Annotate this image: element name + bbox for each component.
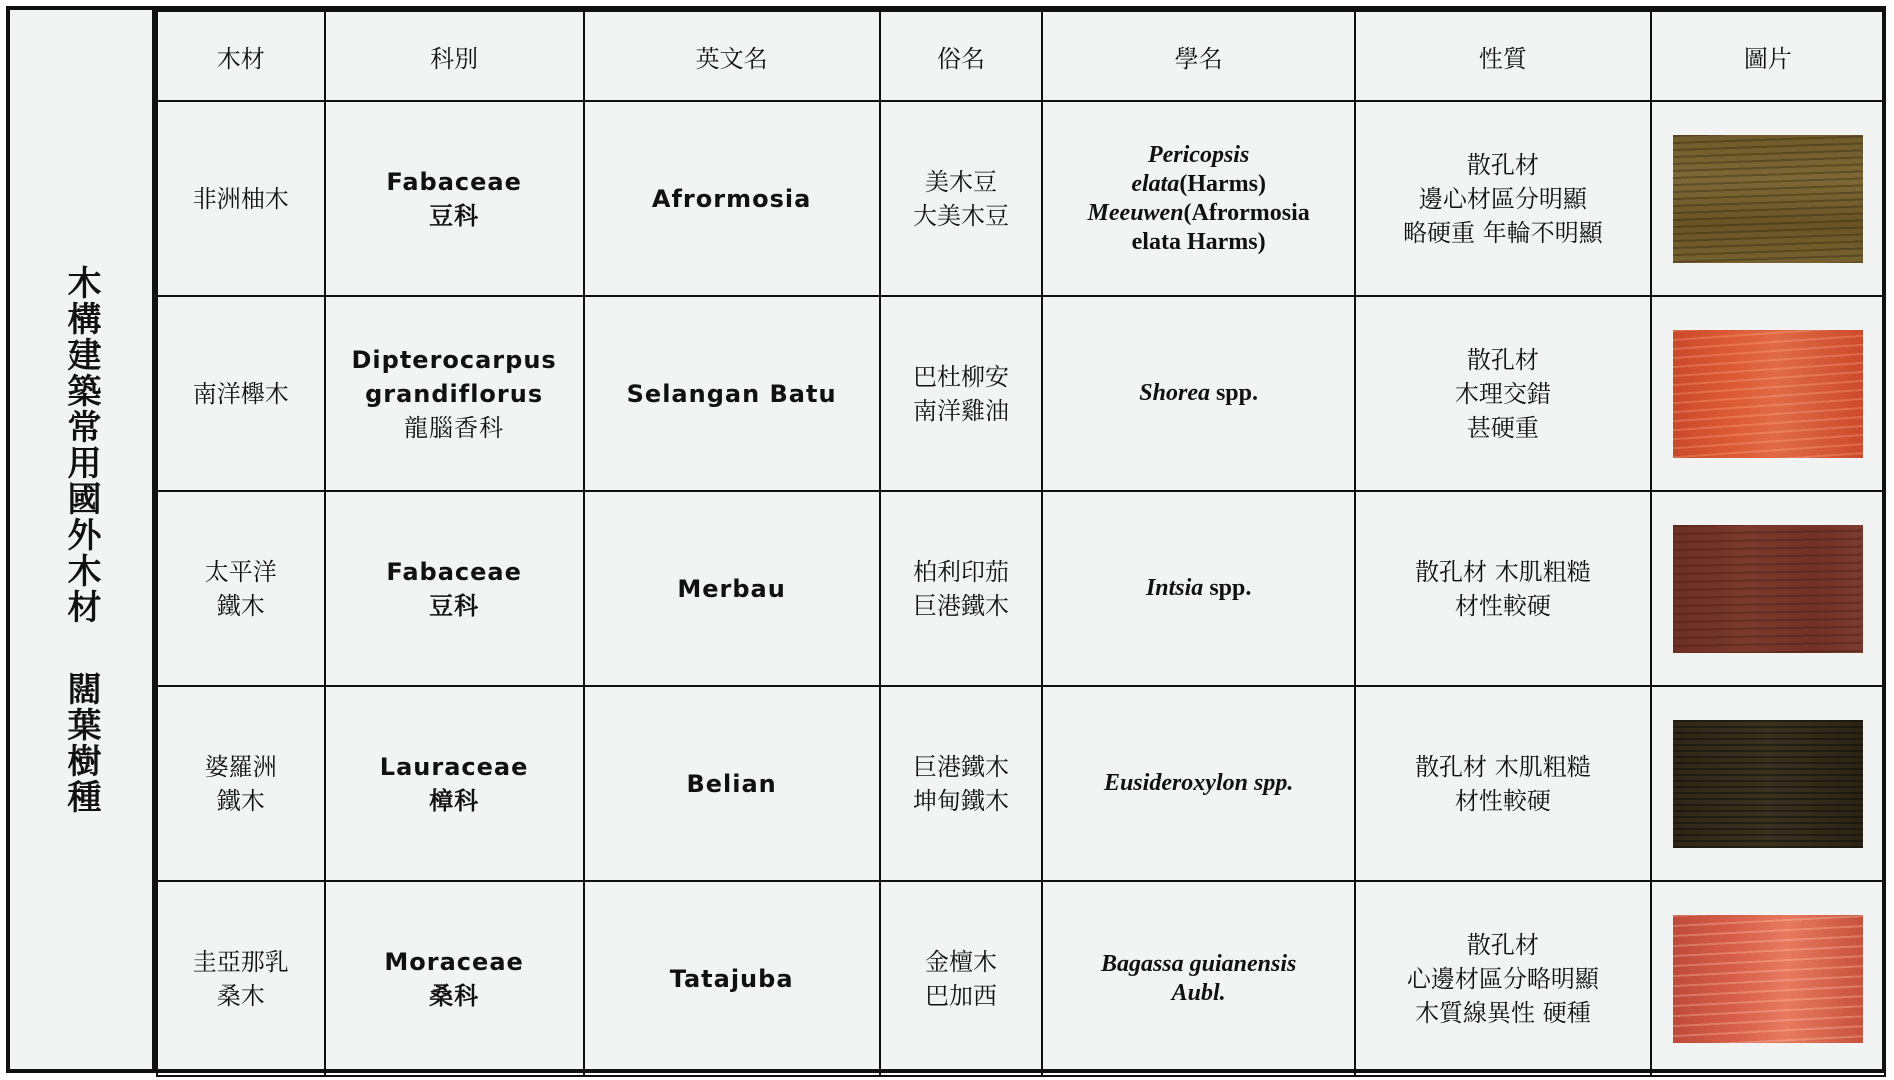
- cell-picture: [1651, 491, 1885, 686]
- sci-spp: spp.: [1203, 575, 1252, 601]
- header-row: [157, 11, 1885, 101]
- wood-name: 桑木: [216, 981, 265, 1010]
- cell-wood: [157, 491, 325, 686]
- property-line: 心邊材區分略明顯: [1406, 964, 1599, 993]
- family-chinese: 桑科: [429, 981, 480, 1010]
- table-row: [157, 101, 1885, 296]
- cell-english-name: Afrormosia: [584, 101, 880, 296]
- table-row: [157, 881, 1885, 1076]
- common-name: 巴杜柳安: [912, 362, 1009, 391]
- side-title-sub: 闊葉樹種: [61, 670, 101, 815]
- common-name: 巨港鐵木: [912, 591, 1009, 620]
- table-row: [157, 491, 1885, 686]
- sci-authority: Aubl.: [1171, 979, 1226, 1006]
- cell-picture: [1651, 881, 1885, 1076]
- cell-english-name: Selangan Batu: [584, 296, 880, 491]
- family-chinese: 龍腦香科: [404, 413, 505, 442]
- family-chinese: 樟科: [429, 786, 480, 815]
- common-name: 美木豆: [924, 167, 997, 196]
- sci-name: Bagassa guianensis: [1100, 950, 1297, 977]
- header-properties: 性質: [1355, 11, 1651, 101]
- common-name: 柏利印茄: [912, 557, 1009, 586]
- sci-genus: Intsia: [1145, 575, 1204, 601]
- cell-common-name: [880, 881, 1043, 1076]
- wood-name: 圭亞那乳: [192, 947, 289, 976]
- cell-common-name: [880, 491, 1043, 686]
- wood-name: 非洲柚木: [192, 184, 289, 213]
- table-row: [157, 296, 1885, 491]
- cell-common-name: [880, 686, 1043, 881]
- common-name: 巨港鐵木: [912, 752, 1009, 781]
- wood-species-table: [156, 10, 1886, 1077]
- cell-picture: [1651, 101, 1885, 296]
- property-line: 甚硬重: [1466, 413, 1539, 442]
- property-line: 散孔材: [1466, 345, 1539, 374]
- wood-name: 南洋櫸木: [192, 379, 289, 408]
- reddish-brown-wood-swatch: [1673, 525, 1863, 653]
- cell-properties: [1355, 101, 1651, 296]
- cell-common-name: [880, 101, 1043, 296]
- sci-authority: (Harms): [1179, 170, 1266, 197]
- property-line: 材性較硬: [1454, 591, 1551, 620]
- side-title-panel: [10, 10, 156, 1069]
- family-chinese: 豆科: [429, 201, 480, 230]
- sci-species: elata: [1131, 170, 1180, 197]
- property-line: 材性較硬: [1454, 786, 1551, 815]
- common-name: 大美木豆: [912, 201, 1009, 230]
- cell-wood: [157, 881, 325, 1076]
- family-latin: Lauraceae: [379, 752, 529, 781]
- cell-properties: [1355, 296, 1651, 491]
- dark-brown-wood-swatch: [1673, 720, 1863, 848]
- cell-family: [325, 101, 584, 296]
- sci-spp: spp.: [1209, 380, 1259, 406]
- side-title-main: 木構建築常用國外木材: [61, 264, 101, 625]
- family-latin: Moraceae: [384, 947, 524, 976]
- family-latin: Fabaceae: [386, 557, 522, 586]
- cell-properties: [1355, 491, 1651, 686]
- family-latin: Dipterocarpus: [351, 345, 557, 374]
- family-latin: grandiflorus: [365, 379, 544, 408]
- common-name: 巴加西: [924, 981, 997, 1010]
- property-line: 散孔材: [1466, 150, 1539, 179]
- cell-wood: [157, 686, 325, 881]
- cell-properties: [1355, 881, 1651, 1076]
- cell-wood: [157, 296, 325, 491]
- cell-scientific-name: [1042, 881, 1355, 1076]
- cell-scientific-name: [1042, 296, 1355, 491]
- cell-scientific-name: [1042, 101, 1355, 296]
- side-title: [61, 264, 101, 815]
- wood-name: 婆羅洲: [204, 752, 277, 781]
- cell-english-name: Merbau: [584, 491, 880, 686]
- salmon-red-wood-swatch: [1673, 915, 1863, 1043]
- cell-wood: [157, 101, 325, 296]
- cell-family: [325, 491, 584, 686]
- property-line: 散孔材 木肌粗糙: [1415, 752, 1591, 781]
- wood-name: 太平洋: [204, 557, 277, 586]
- cell-properties: [1355, 686, 1651, 881]
- property-line: 略硬重 年輪不明顯: [1403, 218, 1603, 247]
- property-line: 散孔材 木肌粗糙: [1415, 557, 1591, 586]
- common-name: 南洋雞油: [912, 396, 1009, 425]
- olive-brown-wood-swatch: [1673, 135, 1863, 263]
- cell-common-name: [880, 296, 1043, 491]
- sci-synonym: (Afrormosia: [1183, 199, 1310, 226]
- cell-picture: [1651, 296, 1885, 491]
- property-line: 邊心材區分明顯: [1418, 184, 1587, 213]
- sci-synonym-end: elata Harms): [1131, 228, 1266, 255]
- wood-name: 鐵木: [216, 786, 265, 815]
- common-name: 金檀木: [924, 947, 997, 976]
- header-scientific-name: 學名: [1042, 11, 1355, 101]
- family-latin: Fabaceae: [386, 167, 522, 196]
- sci-author: Meeuwen: [1087, 199, 1184, 226]
- header-family: 科別: [325, 11, 584, 101]
- property-line: 散孔材: [1466, 930, 1539, 959]
- cell-family: [325, 296, 584, 491]
- cell-family: [325, 881, 584, 1076]
- sci-genus: Shorea: [1139, 380, 1210, 406]
- common-name: 坤甸鐵木: [912, 786, 1009, 815]
- header-english-name: 英文名: [584, 11, 880, 101]
- cell-scientific-name: [1042, 491, 1355, 686]
- orange-red-wood-swatch: [1673, 330, 1863, 458]
- header-common-name: 俗名: [880, 11, 1043, 101]
- sci-genus: Pericopsis: [1147, 141, 1250, 168]
- cell-picture: [1651, 686, 1885, 881]
- sci-name: Eusideroxylon spp.: [1103, 770, 1294, 796]
- cell-english-name: Belian: [584, 686, 880, 881]
- header-wood: 木材: [157, 11, 325, 101]
- cell-scientific-name: [1042, 686, 1355, 881]
- cell-english-name: Tatajuba: [584, 881, 880, 1076]
- property-line: 木理交錯: [1454, 379, 1551, 408]
- wood-table-frame: [6, 6, 1886, 1073]
- wood-name: 鐵木: [216, 591, 265, 620]
- family-chinese: 豆科: [429, 591, 480, 620]
- header-picture: 圖片: [1651, 11, 1885, 101]
- property-line: 木質線異性 硬種: [1415, 998, 1591, 1027]
- table-row: [157, 686, 1885, 881]
- cell-family: [325, 686, 584, 881]
